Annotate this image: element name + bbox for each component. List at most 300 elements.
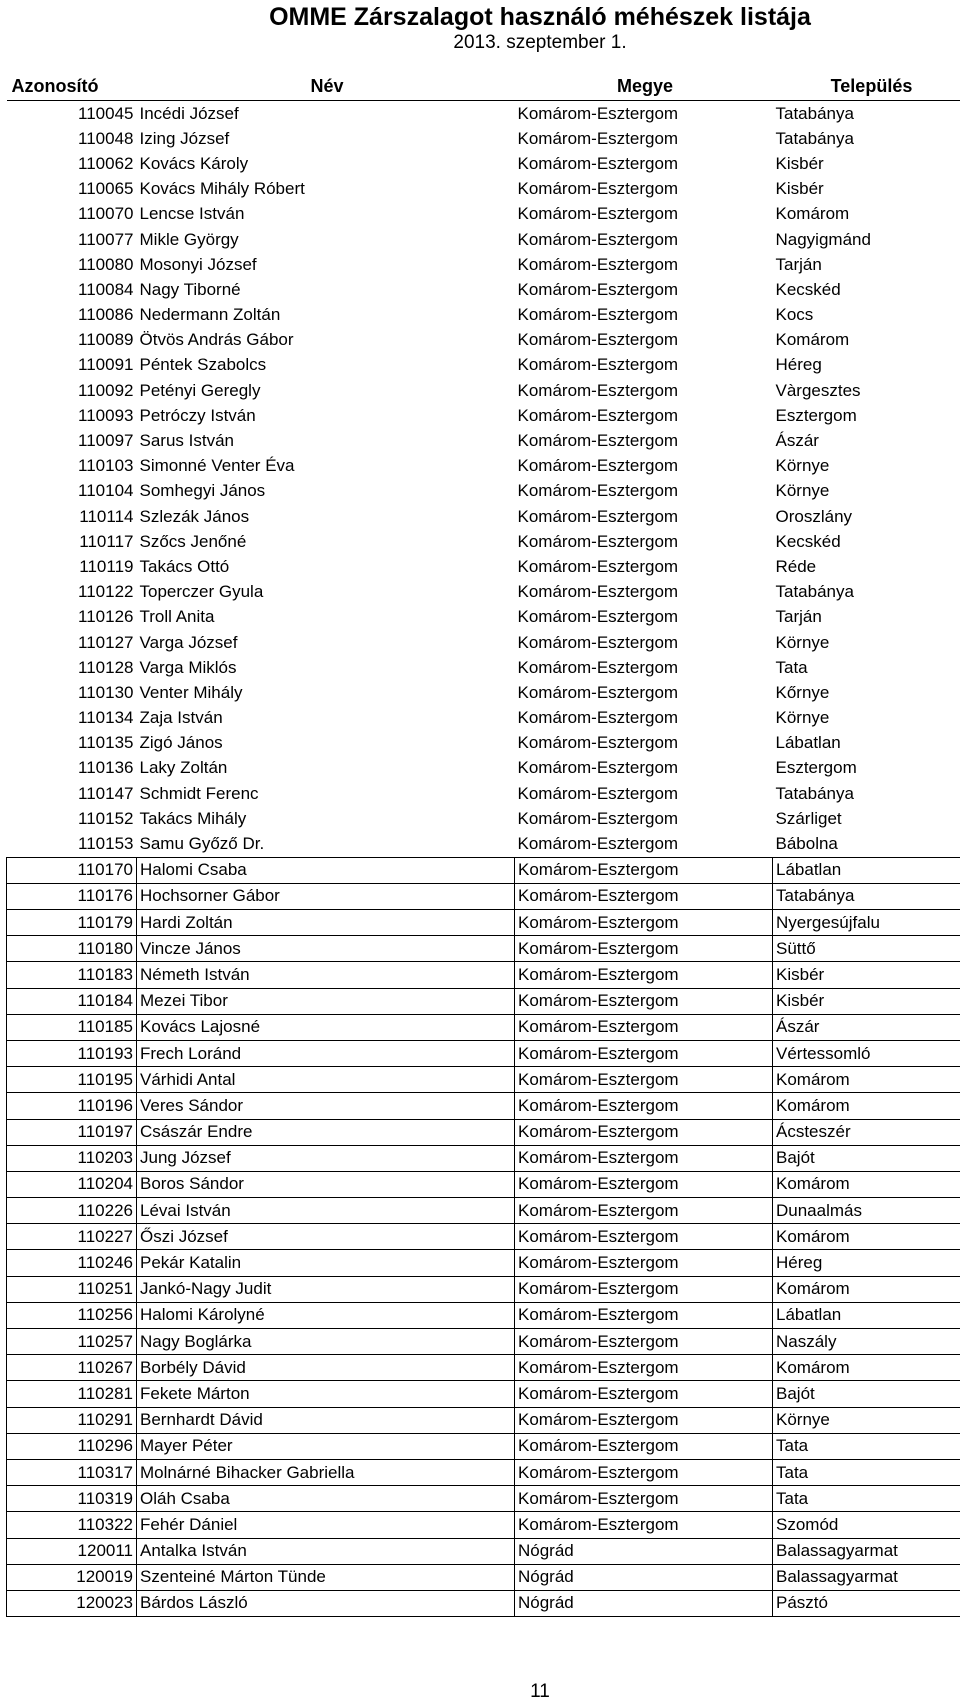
cell-town: Nagyigmánd: [775, 229, 871, 249]
cell-county: Komárom-Esztergom: [517, 179, 679, 199]
table-row: [7, 479, 960, 504]
cell-county: Nógrád: [515, 1564, 773, 1590]
cell-county: Komárom-Esztergom: [515, 1145, 773, 1171]
cell-county: Komárom-Esztergom: [515, 1407, 773, 1433]
cell-name: Hardi Zoltán: [137, 910, 515, 936]
cell-county: Komárom-Esztergom: [515, 910, 773, 936]
cell-name: Nagy Boglárka: [137, 1329, 515, 1355]
table-row: [7, 1538, 960, 1564]
cell-id: 120019: [7, 1564, 137, 1590]
cell-id: 110092: [78, 380, 134, 400]
cell-town: Környe: [775, 632, 830, 652]
cell-county: Komárom-Esztergom: [517, 582, 679, 602]
table-row: [7, 1250, 960, 1276]
table-row: [7, 1171, 960, 1197]
cell-county: Komárom-Esztergom: [515, 883, 773, 909]
cell-id: 110128: [78, 657, 134, 677]
cell-county: Komárom-Esztergom: [515, 1198, 773, 1224]
cell-county: Komárom-Esztergom: [517, 733, 679, 753]
cell-id: 110048: [78, 128, 134, 148]
cell-town: Tatabánya: [775, 783, 854, 803]
cell-name: Pekár Katalin: [137, 1250, 515, 1276]
cell-county: Komárom-Esztergom: [517, 783, 679, 803]
cell-name: Császár Endre: [137, 1119, 515, 1145]
table-row: [7, 831, 960, 857]
cell-name: Toperczer Gyula: [139, 582, 264, 602]
page-number: 11: [530, 1681, 550, 1702]
table-row: [7, 988, 960, 1014]
cell-id: 110179: [7, 910, 137, 936]
cell-id: 110152: [78, 808, 134, 828]
cell-county: Komárom-Esztergom: [515, 962, 773, 988]
cell-id: 110117: [79, 531, 134, 551]
cell-town: Tatabánya: [775, 103, 854, 123]
cell-town: Kisbér: [775, 153, 824, 173]
cell-name: Incédi József: [139, 103, 239, 123]
table-row: [7, 731, 960, 756]
cell-town: Tata: [773, 1433, 960, 1459]
table-row: [7, 1564, 960, 1590]
table-row: [7, 1276, 960, 1302]
cell-town: Szomód: [773, 1512, 960, 1538]
cell-town: Dunaalmás: [773, 1198, 960, 1224]
table-row: [7, 756, 960, 781]
cell-id: 110185: [7, 1014, 137, 1040]
table-row: [7, 1067, 960, 1093]
cell-county: Komárom-Esztergom: [517, 531, 679, 551]
cell-county: Komárom-Esztergom: [515, 1040, 773, 1066]
cell-county: Komárom-Esztergom: [515, 936, 773, 962]
cell-town: Réde: [775, 556, 817, 576]
cell-id: 110077: [78, 229, 134, 249]
cell-name: Oláh Csaba: [137, 1486, 515, 1512]
cell-id: 110317: [7, 1459, 137, 1485]
table-row: [7, 1355, 960, 1381]
cell-id: 110196: [7, 1093, 137, 1119]
cell-town: Komárom: [775, 330, 850, 350]
cell-town: Lábatlan: [773, 1302, 960, 1328]
cell-town: Ászár: [775, 431, 819, 451]
cell-county: Komárom-Esztergom: [515, 1119, 773, 1145]
cell-id: 120023: [7, 1590, 137, 1616]
cell-name: Varga Miklós: [139, 657, 237, 677]
cell-town: Tata: [775, 657, 808, 677]
table-row: [7, 1407, 960, 1433]
cell-name: Halomi Csaba: [137, 857, 515, 883]
cell-name: Péntek Szabolcs: [139, 355, 267, 375]
table-row: [7, 227, 960, 252]
cell-town: Balassagyarmat: [773, 1538, 960, 1564]
cell-id: 110084: [78, 279, 134, 299]
cell-id: 110226: [7, 1198, 137, 1224]
cell-town: Bajót: [773, 1381, 960, 1407]
cell-town: Kecskéd: [775, 279, 841, 299]
cell-county: Komárom-Esztergom: [515, 988, 773, 1014]
cell-name: Somhegyi János: [139, 481, 266, 501]
cell-name: Takács Ottó: [139, 556, 230, 576]
cell-town: Nyergesújfalu: [773, 910, 960, 936]
table-row: [7, 177, 960, 202]
table-row: [7, 529, 960, 554]
cell-county: Komárom-Esztergom: [515, 1355, 773, 1381]
table-row: [7, 303, 960, 328]
cell-county: Komárom-Esztergom: [517, 607, 679, 627]
cell-town: Pásztó: [773, 1590, 960, 1616]
table-row: [7, 126, 960, 151]
cell-town: Tata: [773, 1459, 960, 1485]
cell-county: Komárom-Esztergom: [517, 456, 679, 476]
cell-name: Kovács Lajosné: [137, 1014, 515, 1040]
table-row: [7, 630, 960, 655]
cell-id: 110080: [78, 254, 134, 274]
table-row: [7, 378, 960, 403]
table-row: [7, 428, 960, 453]
cell-town: Környe: [775, 481, 830, 501]
cell-county: Komárom-Esztergom: [515, 1329, 773, 1355]
cell-town: Komárom: [773, 1093, 960, 1119]
cell-name: Boros Sándor: [137, 1171, 515, 1197]
cell-name: Fehér Dániel: [137, 1512, 515, 1538]
beekeeper-table: [6, 72, 960, 1617]
cell-id: 110246: [7, 1250, 137, 1276]
cell-name: Borbély Dávid: [137, 1355, 515, 1381]
cell-name: Schmidt Ferenc: [139, 783, 259, 803]
cell-county: Komárom-Esztergom: [517, 405, 679, 425]
cell-town: Balassagyarmat: [773, 1564, 960, 1590]
table-row: [7, 1486, 960, 1512]
cell-town: Esztergom: [775, 405, 857, 425]
cell-id: 110184: [7, 988, 137, 1014]
cell-town: Tatabánya: [773, 883, 960, 909]
table-row: [7, 1433, 960, 1459]
cell-name: Várhidi Antal: [137, 1067, 515, 1093]
cell-name: Mikle György: [139, 229, 239, 249]
cell-id: 110195: [7, 1067, 137, 1093]
cell-name: Bernhardt Dávid: [137, 1407, 515, 1433]
cell-id: 110267: [7, 1355, 137, 1381]
cell-county: Komárom-Esztergom: [515, 1224, 773, 1250]
cell-county: Komárom-Esztergom: [517, 682, 679, 702]
cell-id: 110281: [7, 1381, 137, 1407]
cell-id: 110086: [78, 305, 134, 325]
cell-id: 110256: [7, 1302, 137, 1328]
cell-county: Komárom-Esztergom: [515, 1459, 773, 1485]
cell-name: Őszi József: [137, 1224, 515, 1250]
column-header-id: Azonosító: [7, 72, 137, 101]
cell-id: 110065: [78, 179, 134, 199]
cell-county: Komárom-Esztergom: [515, 857, 773, 883]
cell-id: 110045: [78, 103, 134, 123]
cell-name: Petényi Geregly: [139, 380, 261, 400]
cell-name: Mosonyi József: [139, 254, 257, 274]
cell-town: Komárom: [773, 1276, 960, 1302]
cell-name: Szőcs Jenőné: [139, 531, 247, 551]
cell-county: Komárom-Esztergom: [517, 506, 679, 526]
cell-id: 110322: [7, 1512, 137, 1538]
cell-name: Kovács Mihály Róbert: [139, 179, 305, 199]
cell-town: Komárom: [773, 1067, 960, 1093]
cell-county: Komárom-Esztergom: [515, 1486, 773, 1512]
table-row: [7, 1145, 960, 1171]
cell-county: Komárom-Esztergom: [517, 355, 679, 375]
cell-town: Héreg: [775, 355, 822, 375]
cell-town: Kocs: [775, 305, 814, 325]
cell-id: 110134: [78, 708, 134, 728]
cell-id: 110097: [78, 431, 134, 451]
cell-county: Komárom-Esztergom: [517, 556, 679, 576]
cell-county: Komárom-Esztergom: [515, 1171, 773, 1197]
cell-id: 110193: [7, 1040, 137, 1066]
table-row: [7, 1198, 960, 1224]
cell-name: Hochsorner Gábor: [137, 883, 515, 909]
table-row: [7, 883, 960, 909]
cell-town: Lábatlan: [775, 733, 841, 753]
cell-name: Mezei Tibor: [137, 988, 515, 1014]
cell-name: Petróczy István: [139, 405, 256, 425]
cell-name: Szenteiné Márton Tünde: [137, 1564, 515, 1590]
cell-town: Környe: [775, 456, 830, 476]
cell-name: Sarus István: [139, 431, 234, 451]
table-row: [7, 1224, 960, 1250]
cell-county: Komárom-Esztergom: [517, 808, 679, 828]
cell-county: Komárom-Esztergom: [515, 1381, 773, 1407]
cell-name: Laky Zoltán: [139, 758, 228, 778]
cell-town: Környe: [775, 708, 830, 728]
table-body: [7, 101, 960, 1617]
cell-name: Molnárné Bihacker Gabriella: [137, 1459, 515, 1485]
cell-name: Antalka István: [137, 1538, 515, 1564]
cell-town: Süttő: [773, 936, 960, 962]
column-header-name: Név: [137, 72, 515, 101]
cell-name: Bárdos László: [137, 1590, 515, 1616]
cell-name: Troll Anita: [139, 607, 215, 627]
cell-name: Lencse István: [139, 204, 245, 224]
table-row: [7, 1381, 960, 1407]
cell-town: Vértessomló: [773, 1040, 960, 1066]
table-header-row: [7, 72, 960, 101]
cell-id: 110319: [7, 1486, 137, 1512]
page-date: 2013. szeptember 1.: [453, 32, 627, 53]
cell-id: 110135: [78, 733, 134, 753]
cell-town: Komárom: [773, 1224, 960, 1250]
cell-county: Komárom-Esztergom: [517, 330, 679, 350]
cell-county: Komárom-Esztergom: [515, 1512, 773, 1538]
table-row: [7, 936, 960, 962]
cell-name: Zigó János: [139, 733, 223, 753]
cell-id: 110204: [7, 1171, 137, 1197]
cell-id: 110147: [78, 783, 134, 803]
cell-county: Komárom-Esztergom: [517, 279, 679, 299]
cell-county: Komárom-Esztergom: [517, 254, 679, 274]
cell-id: 110197: [7, 1119, 137, 1145]
cell-county: Komárom-Esztergom: [515, 1302, 773, 1328]
cell-town: Komárom: [773, 1355, 960, 1381]
cell-id: 110227: [7, 1224, 137, 1250]
cell-town: Tatabánya: [775, 128, 854, 148]
page-title: OMME Zárszalagot használó méhészek listája: [269, 3, 811, 31]
table-row: [7, 403, 960, 428]
table-row: [7, 1040, 960, 1066]
table-row: [7, 252, 960, 277]
table-row: [7, 806, 960, 831]
cell-town: Kisbér: [773, 988, 960, 1014]
cell-id: 110089: [78, 330, 134, 350]
cell-id: 110183: [7, 962, 137, 988]
table-row: [7, 554, 960, 579]
cell-name: Jankó-Nagy Judit: [137, 1276, 515, 1302]
cell-name: Izing József: [139, 128, 230, 148]
cell-id: 110136: [78, 758, 134, 778]
cell-town: Kecskéd: [775, 531, 841, 551]
cell-town: Szárliget: [775, 808, 842, 828]
table-row: [7, 1014, 960, 1040]
cell-name: Halomi Károlyné: [137, 1302, 515, 1328]
table-row: [7, 1119, 960, 1145]
cell-county: Komárom-Esztergom: [517, 229, 679, 249]
cell-name: Ötvös András Gábor: [139, 330, 294, 350]
cell-id: 110291: [7, 1407, 137, 1433]
cell-county: Komárom-Esztergom: [517, 204, 679, 224]
cell-name: Frech Loránd: [137, 1040, 515, 1066]
cell-name: Németh István: [137, 962, 515, 988]
cell-id: 110257: [7, 1329, 137, 1355]
cell-id: 110176: [7, 883, 137, 909]
cell-name: Nagy Tiborné: [139, 279, 241, 299]
cell-name: Venter Mihály: [139, 682, 243, 702]
cell-county: Komárom-Esztergom: [517, 657, 679, 677]
cell-town: Komárom: [775, 204, 850, 224]
table-row: [7, 910, 960, 936]
table-row: [7, 1459, 960, 1485]
cell-county: Komárom-Esztergom: [517, 758, 679, 778]
cell-county: Komárom-Esztergom: [515, 1014, 773, 1040]
cell-id: 110070: [78, 204, 134, 224]
table-row: [7, 1302, 960, 1328]
cell-county: Komárom-Esztergom: [517, 431, 679, 451]
cell-county: Komárom-Esztergom: [517, 128, 679, 148]
cell-town: Bábolna: [775, 834, 838, 854]
table-row: [7, 1512, 960, 1538]
cell-town: Tarján: [775, 607, 822, 627]
cell-name: Zaja István: [139, 708, 223, 728]
cell-name: Nedermann Zoltán: [139, 305, 281, 325]
column-header-county: Megye: [515, 72, 773, 101]
table-row: [7, 1590, 960, 1616]
table-row: [7, 655, 960, 680]
cell-town: Tarján: [775, 254, 822, 274]
cell-town: Héreg: [773, 1250, 960, 1276]
table-row: [7, 706, 960, 731]
cell-id: 120011: [7, 1538, 137, 1564]
cell-name: Szlezák János: [139, 506, 250, 526]
table-row: [7, 1093, 960, 1119]
cell-id: 110114: [79, 506, 134, 526]
cell-county: Komárom-Esztergom: [517, 834, 679, 854]
cell-town: Tata: [773, 1486, 960, 1512]
cell-town: Környe: [773, 1407, 960, 1433]
cell-town: Ácsteszér: [773, 1119, 960, 1145]
table-row: [7, 605, 960, 630]
cell-name: Mayer Péter: [137, 1433, 515, 1459]
cell-name: Lévai István: [137, 1198, 515, 1224]
cell-county: Komárom-Esztergom: [517, 481, 679, 501]
cell-town: Naszály: [773, 1329, 960, 1355]
table-row: [7, 680, 960, 705]
cell-county: Komárom-Esztergom: [517, 103, 679, 123]
cell-county: Komárom-Esztergom: [515, 1093, 773, 1119]
cell-name: Samu Győző Dr.: [139, 834, 265, 854]
cell-county: Nógrád: [515, 1590, 773, 1616]
cell-id: 110203: [7, 1145, 137, 1171]
cell-county: Komárom-Esztergom: [517, 380, 679, 400]
cell-county: Komárom-Esztergom: [515, 1067, 773, 1093]
cell-id: 110093: [78, 405, 134, 425]
cell-town: Kisbér: [775, 179, 824, 199]
cell-town: Vàrgesztes: [775, 380, 861, 400]
cell-county: Komárom-Esztergom: [517, 305, 679, 325]
cell-county: Komárom-Esztergom: [517, 632, 679, 652]
table-row: [7, 857, 960, 883]
column-header-town: Település: [773, 72, 960, 101]
table-row: [7, 353, 960, 378]
table-row: [7, 151, 960, 176]
cell-town: Komárom: [773, 1171, 960, 1197]
cell-id: 110180: [7, 936, 137, 962]
cell-id: 110296: [7, 1433, 137, 1459]
cell-town: Kőrnye: [775, 682, 830, 702]
cell-town: Tatabánya: [775, 582, 854, 602]
cell-id: 110104: [78, 481, 134, 501]
cell-county: Komárom-Esztergom: [515, 1276, 773, 1302]
cell-id: 110091: [78, 355, 134, 375]
cell-town: Esztergom: [775, 758, 857, 778]
cell-id: 110251: [7, 1276, 137, 1302]
cell-county: Komárom-Esztergom: [517, 153, 679, 173]
table-row: [7, 504, 960, 529]
cell-town: Lábatlan: [773, 857, 960, 883]
cell-county: Komárom-Esztergom: [515, 1250, 773, 1276]
cell-town: Ászár: [773, 1014, 960, 1040]
table-row: [7, 328, 960, 353]
table-row: [7, 101, 960, 127]
cell-name: Varga József: [139, 632, 238, 652]
cell-id: 110126: [78, 607, 134, 627]
cell-name: Veres Sándor: [137, 1093, 515, 1119]
cell-name: Kovács Károly: [139, 153, 249, 173]
cell-id: 110119: [79, 556, 134, 576]
table-row: [7, 454, 960, 479]
cell-name: Simonné Venter Éva: [139, 456, 295, 476]
cell-name: Jung József: [137, 1145, 515, 1171]
cell-town: Kisbér: [773, 962, 960, 988]
cell-id: 110103: [78, 456, 134, 476]
cell-id: 110130: [78, 682, 134, 702]
cell-county: Komárom-Esztergom: [517, 708, 679, 728]
cell-id: 110127: [78, 632, 134, 652]
cell-town: Bajót: [773, 1145, 960, 1171]
cell-id: 110153: [78, 834, 134, 854]
cell-town: Oroszlány: [775, 506, 853, 526]
table-row: [7, 580, 960, 605]
table-row: [7, 781, 960, 806]
cell-id: 110170: [7, 857, 137, 883]
cell-id: 110122: [78, 582, 134, 602]
cell-name: Vincze János: [137, 936, 515, 962]
cell-county: Komárom-Esztergom: [515, 1433, 773, 1459]
table-row: [7, 1329, 960, 1355]
table-row: [7, 962, 960, 988]
cell-county: Nógrád: [515, 1538, 773, 1564]
